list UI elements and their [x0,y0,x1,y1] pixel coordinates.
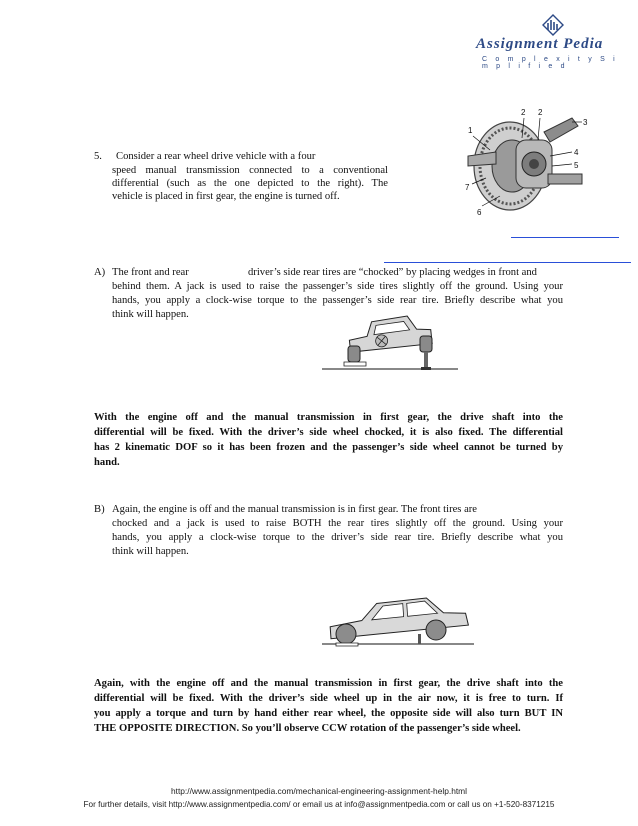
part-b-answer-line-2: differential will be fixed. With the driver’s side wheel up in the air now, it is free to turn. If [94,693,563,704]
diagram-label-2a: 2 [521,108,526,117]
part-b-answer-line-3: you apply a torque and turn by hand either rear wheel, the opposite side will also turn BUT IN [94,708,563,719]
footer-url-link[interactable]: http://www.assignmentpedia.com/mechanical-engineering-assignment-help.html [170,786,468,796]
wheel-rear-raised [426,620,446,640]
car-illustration-b [318,594,478,650]
diagram-label-4: 4 [574,148,579,157]
diagram-label-5: 5 [574,161,579,170]
link-underline-2[interactable] [384,262,631,263]
part-a-line-2: behind them. A jack is used to raise the passenger’s side tires slightly off the ground. Using your [112,281,563,292]
assignmentpedia-logo [476,14,626,70]
jack-icon [424,352,428,369]
logo-brand-name: Assignment Pedia [476,36,604,52]
differential-carrier [516,140,552,188]
question-line-2: speed manual transmission connected to a conventional [112,165,388,176]
car-body [348,314,433,352]
jack-icon [418,634,421,644]
diagram-label-1: 1 [468,126,473,135]
part-a-answer-line-2: differential will be fixed. With the driver’s side wheel chocked, it is also fixed. The differential [94,427,563,438]
part-b-line-2: chocked and a jack is used to raise BOTH the rear tires slightly off the ground. Using your [112,518,563,529]
logo-emblem-icon [542,14,564,36]
part-a-line-1-end: driver’s side rear tires are “chocked” by placing wedges in front and [248,267,537,278]
wheel-chock [344,362,366,366]
question-line-4: vehicle is placed in first gear, the engine is turned off. [112,191,340,202]
part-a-line-1-start: The front and rear [112,267,189,278]
differential-diagram [460,100,590,222]
wheel-chocked [348,346,360,362]
diagram-label-7: 7 [465,183,470,192]
question-line-1: Consider a rear wheel drive vehicle with a four [116,151,316,162]
diagram-label-3: 3 [583,118,588,127]
wheel-chock [336,643,358,646]
part-b-line-4: think will happen. [112,546,189,557]
wheel-raised [420,336,432,352]
part-b-line-1: Again, the engine is off and the manual transmission is in first gear. The front tires are [112,504,478,515]
logo-tagline: C o m p l e x i t y S i m p l i f i e d [482,56,618,70]
question-number: 5. [94,151,102,162]
part-a-answer-line-3: has 2 kinematic DOF so it has been frozen and the passenger’s side wheel cannot be turned by [94,442,563,453]
part-b-label: B) [94,504,105,515]
part-a-answer-line-1: With the engine off and the manual transmission in first gear, the drive shaft into the [94,412,563,423]
part-b-answer-line-4: THE OPPOSITE DIRECTION. So you’ll observe CCW rotation of the passenger’s side wheel. [94,723,521,734]
part-a-answer-line-4: hand. [94,457,120,468]
question-line-3: differential (such as the one depicted to the right). The [112,178,388,189]
part-b-answer-line-1: Again, with the engine off and the manual transmission in first gear, the drive shaft into the [94,678,563,689]
part-a-line-4: think will happen. [112,309,189,320]
part-a-label: A) [94,267,106,278]
diagram-label-2b: 2 [538,108,543,117]
link-underline-1[interactable] [511,237,619,238]
diagram-label-6: 6 [477,208,482,217]
footer-contact-text: For further details, visit http://www.assignmentpedia.com/ or email us at info@assignmentpedia.com or call us on +1-520-8371215 [83,800,555,809]
wheel-front [336,624,356,644]
car-illustration-a [320,314,460,374]
part-a-line-3: hands, you apply a clock-wise torque to the passenger’s side rear tire. Briefly describe what you [112,295,563,306]
part-b-line-3: hands, you apply a clock-wise torque to the driver’s side rear tire. Briefly describe what you [112,532,563,543]
